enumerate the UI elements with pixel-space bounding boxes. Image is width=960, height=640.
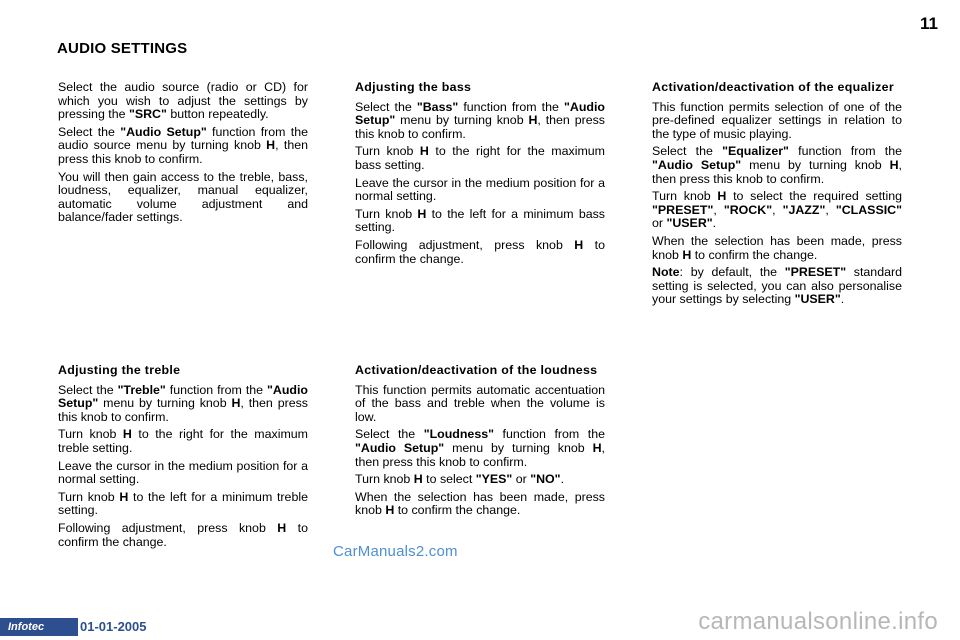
page-title: AUDIO SETTINGS [57,40,188,57]
loudness-paragraph: Turn knob H to select "YES" or "NO". [355,472,565,487]
equalizer-paragraph: Select the "Equalizer" function from the "Audio Setup" menu by turning knob H, then press this knob to confirm. [652,144,902,186]
treble-paragraph: Turn knob H to the left for a minimum treble setting. [58,489,308,518]
treble-section [58,364,308,553]
watermark-link[interactable]: CarManuals2.com [333,543,458,560]
treble-heading: Adjusting the treble [58,363,181,377]
treble-paragraph: Select the "Treble" function from the "Audio Setup" menu by turning knob H, then press this knob to confirm. [58,382,308,424]
intro-paragraph: Select the "Audio Setup" function from the audio source menu by turning knob H, then press this knob to confirm. [58,124,308,166]
loudness-paragraph: When the selection has been made, press knob H to confirm the change. [355,489,605,518]
equalizer-paragraph: Turn knob H to select the required setting "PRESET", "ROCK", "JAZZ", "CLASSIC" or "USER". [652,189,902,231]
equalizer-note: Note: by default, the "PRESET" standard setting is selected, you can also personalise your settings by selecting "USER". [652,265,902,307]
equalizer-section [652,81,902,311]
treble-paragraph: Leave the cursor in the medium position for a normal setting. [58,458,308,487]
footer-date: 01-01-2005 [80,619,147,634]
treble-paragraph: Following adjustment, press knob H to confirm the change. [58,520,308,549]
equalizer-heading: Activation/deactivation of the equalizer [652,80,894,94]
bass-paragraph: Turn knob H to the left for a minimum bass setting. [355,206,605,235]
infotec-badge: Infotec [0,618,78,636]
bass-section [355,81,605,270]
intro-paragraph: Select the audio source (radio or CD) for which you wish to adjust the settings by pressing the "SRC" button repeatedly. [58,80,308,122]
bass-paragraph: Following adjustment, press knob H to confirm the change. [355,237,605,266]
equalizer-paragraph: This function permits selection of one of the pre-defined equalizer settings in relation to the type of music playing. [652,99,902,141]
page-number: 11 [920,14,938,33]
watermark-text: carmanualsonline.info [698,608,938,635]
intro-column [58,81,308,229]
bass-paragraph: Turn knob H to the right for the maximum bass setting. [355,144,605,172]
bass-paragraph: Leave the cursor in the medium position for a normal setting. [355,175,605,204]
intro-paragraph: You will then gain access to the treble, bass, loudness, equalizer, manual equalizer, automatic volume adjustment and balance/fader settings. [58,169,308,225]
bass-heading: Adjusting the bass [355,80,472,94]
loudness-section [355,364,605,522]
loudness-paragraph: This function permits automatic accentuation of the bass and treble when the volume is low. [355,382,605,424]
treble-paragraph: Turn knob H to the right for the maximum treble setting. [58,427,308,455]
equalizer-paragraph: When the selection has been made, press knob H to confirm the change. [652,233,902,262]
loudness-heading: Activation/deactivation of the loudness [355,363,598,377]
bass-paragraph: Select the "Bass" function from the "Audio Setup" menu by turning knob H, then press this knob to confirm. [355,99,605,141]
loudness-paragraph: Select the "Loudness" function from the "Audio Setup" menu by turning knob H, then press this knob to confirm. [355,427,605,469]
